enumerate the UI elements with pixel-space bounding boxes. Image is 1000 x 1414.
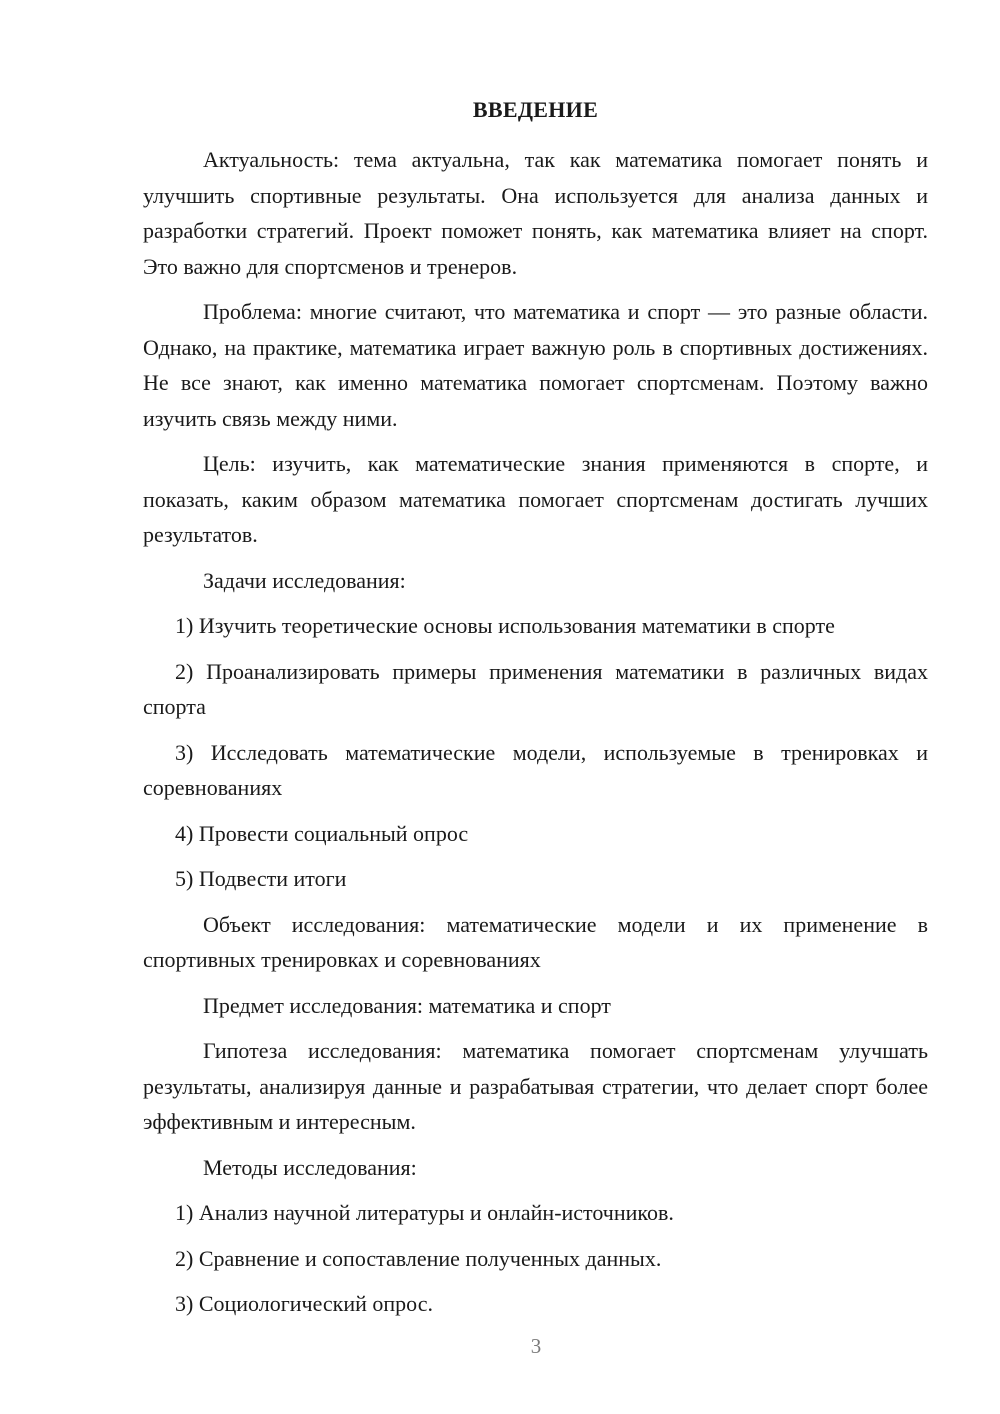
paragraph-methods-heading: Методы исследования:	[203, 1154, 417, 1180]
method-item-1: 1) Анализ научной литературы и онлайн-источников.	[175, 1200, 674, 1225]
paragraph-relevance: Актуальность: тема актуальна, так как математика помогает понять и улучшить спортивные результаты. Она используется для анализа данных и разработки стратегий. Проект поможет понять, как математика влияет на спорт. Это важно для спортсменов и тренеров.	[143, 147, 928, 279]
paragraph-hypothesis: Гипотеза исследования: математика помогает спортсменам улучшать результаты, анализируя данные и разрабатывая стратегии, что делает спорт более эффективным и интересным.	[143, 1038, 928, 1134]
task-item-2: 2) Проанализировать примеры применения математики в различных видах спорта	[143, 658, 928, 719]
section-title: ВВЕДЕНИЕ	[472, 97, 599, 122]
paragraph-object: Объект исследования: математические модели и их применение в спортивных тренировках и соревнованиях	[143, 911, 928, 972]
task-item-3: 3) Исследовать математические модели, используемые в тренировках и соревнованиях	[143, 739, 928, 800]
page-number: 3	[530, 1334, 542, 1358]
method-item-3: 3) Социологический опрос.	[175, 1291, 433, 1316]
paragraph-goal: Цель: изучить, как математические знания применяются в спорте, и показать, каким образом математика помогает спортсменам достигать лучших результатов.	[143, 451, 928, 547]
method-item-2: 2) Сравнение и сопоставление полученных данных.	[175, 1245, 662, 1271]
paragraph-subject: Предмет исследования: математика и спорт	[203, 992, 611, 1018]
task-item-1: 1) Изучить теоретические основы использования математики в спорте	[175, 613, 835, 638]
task-item-4: 4) Провести социальный опрос	[175, 820, 469, 846]
document-page	[143, 95, 928, 1332]
paragraph-problem: Проблема: многие считают, что математика и спорт — это разные области. Однако, на практике, математика играет важную роль в спортивных достижениях. Не все знают, как именно математика помогает спортсменам. Поэтому важно изучить связь между ними.	[143, 299, 928, 431]
task-item-5: 5) Подвести итоги	[175, 866, 347, 891]
paragraph-tasks-heading: Задачи исследования:	[203, 567, 406, 593]
